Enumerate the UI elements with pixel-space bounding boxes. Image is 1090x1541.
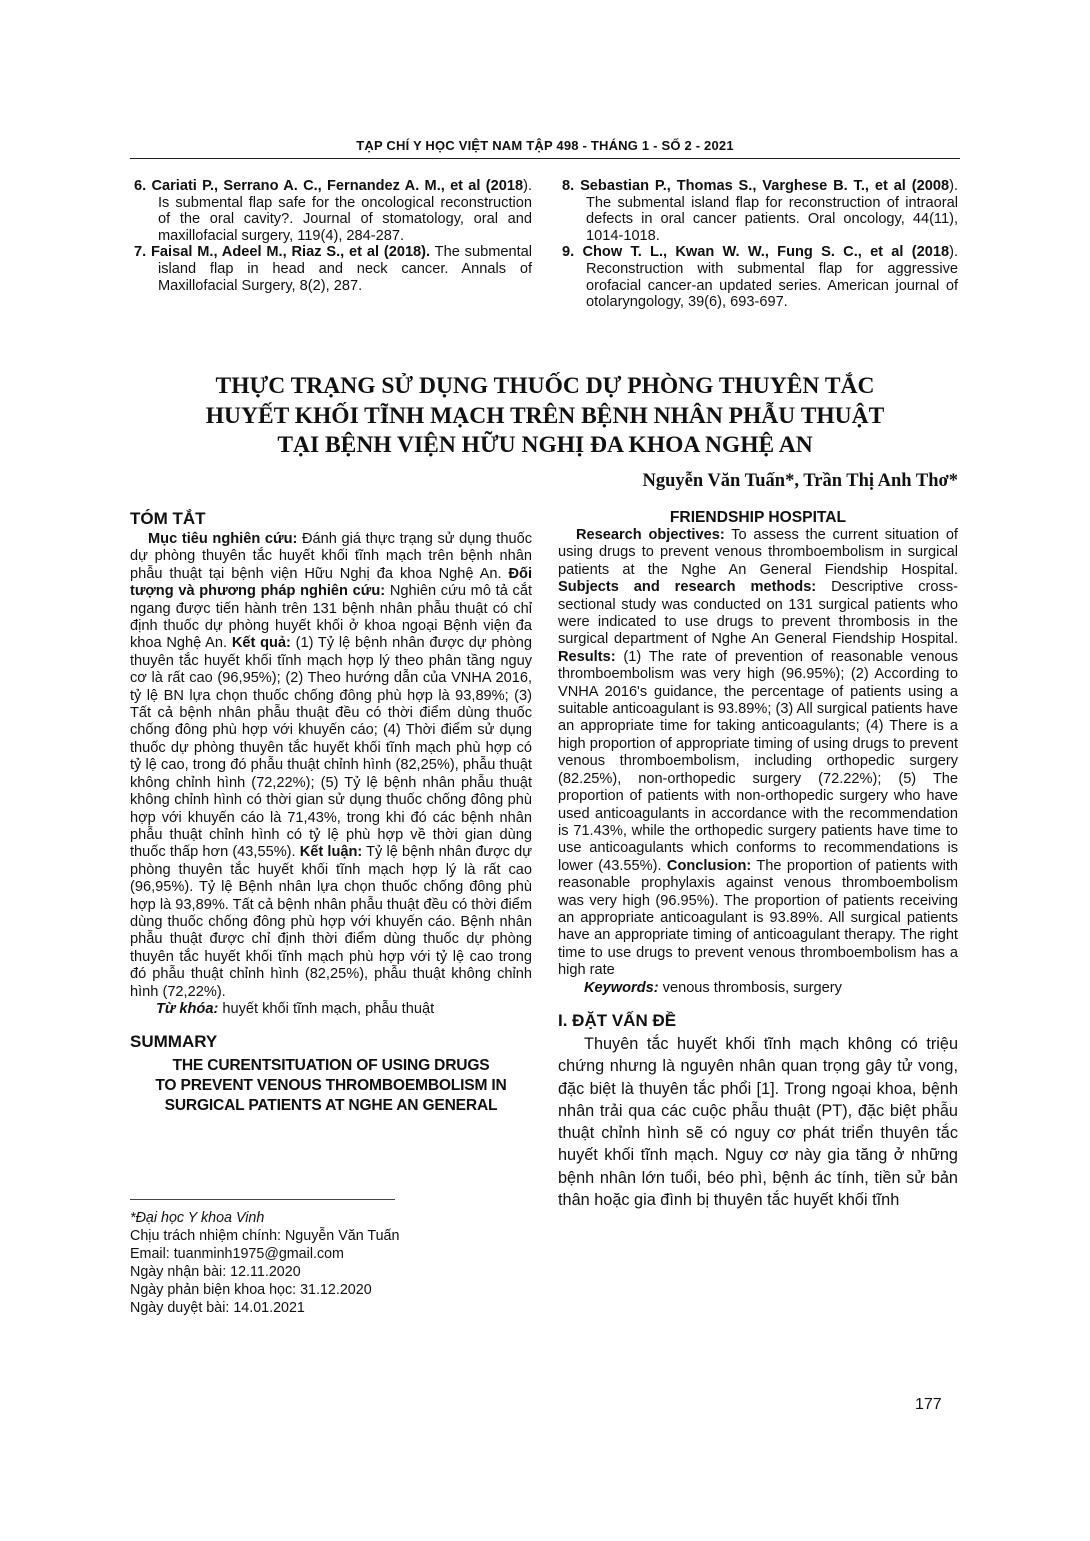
text-conclusion: The proportion of patients with reasonable prophylaxis against venous thromboembolism was very high (96.95%). The proportion of patients receiving an appropriate anticoagulant is 93.89%. All surgical patients have an appropriate timing of anticoagulant therapy. The right time to use drugs to prevent venous thromboembolism has a high rate xyxy=(558,857,958,979)
label-objective: Research objectives: xyxy=(576,527,725,543)
reference-item xyxy=(130,244,532,294)
ref-authors: Cariati P., Serrano A. C., Fernandez A. M., et al (2018 xyxy=(151,178,524,194)
text-conclusion: Tỷ lệ bệnh nhân được dự phòng thuyên tắc huyết khối tĩnh mạch hợp lý là rất cao (96,95%). Tỷ lệ Bệnh nhân lựa chọn thuốc chống đông phù hợp là 93,89%. Tất cả bệnh nhân phẫu thuật đều có thời điểm dùng thuốc chống đông phù hợp với khuyến cáo. Bệnh nhân phẫu thuật được chỉ định thời điểm dùng thuốc dự phòng thuyên tắc huyết khối tĩnh mạch phù hợp với tỷ lệ cao trong đó phẫu thuật chỉnh hình (82,25%), phẫu thuật không chỉnh hình (72,22%). xyxy=(130,844,532,1000)
date-accepted: Ngày duyệt bài: 14.01.2021 xyxy=(130,1299,305,1316)
summary-title-line: SURGICAL PATIENTS AT NGHE AN GENERAL xyxy=(164,1097,498,1115)
summary-title-line: TO PREVENT VENOUS THROMBOEMBOLISM IN xyxy=(155,1077,507,1095)
reference-item xyxy=(558,244,958,310)
text-objective: To assess the current situation of using drugs to prevent venous thromboembolism in surgical patients at the Nghe An General Fiendship Hospital. xyxy=(558,527,958,578)
label-keywords: Từ khóa: xyxy=(156,1000,219,1017)
header-rule xyxy=(130,158,960,159)
text-method: Nghiên cứu mô tả cắt ngang được tiến hành trên 131 bệnh nhân phẫu thuật có chỉ định thuốc dự phòng huyết khối ở khoa ngoại Bệnh viện đa khoa Nghệ An. xyxy=(130,583,532,652)
label-conclusion: Conclusion: xyxy=(666,857,752,874)
text-objective: Đánh giá thực trạng sử dụng thuốc dự phòng thuyên tắc huyết khối tĩnh mạch trên bệnh nhân phẫu thuật tại bệnh viện Hữu Nghị đa khoa Nghệ An. xyxy=(130,531,532,582)
corresponding-author: Chịu trách nhiệm chính: Nguyễn Văn Tuấn xyxy=(130,1227,400,1244)
reference-item xyxy=(130,178,532,244)
intro-heading: I. ĐẶT VẤN ĐỀ xyxy=(558,1010,677,1030)
running-header: TẠP CHÍ Y HỌC VIỆT NAM TẬP 498 - THÁNG 1 - SỐ 2 - 2021 xyxy=(356,138,734,153)
abstract-en xyxy=(558,509,958,1211)
intro-body: Thuyên tắc huyết khối tĩnh mạch không có triệu chứng nhưng là nguyên nhân quan trọng gây tử vong, đặc biệt là thuyên tắc phổi [1]. Trong ngoại khoa, bệnh nhân trải qua các cuộc phẫu thuật (PT), đặc biệt phẫu thuật chỉnh hình sẽ có nguy cơ phát triển thuyên tắc huyết khối tĩnh mạch. Nguy cơ này gia tăng ở những bệnh nhân lớn tuổi, béo phì, bệnh ác tính, tiền sử bản thân hoặc gia đình bị thuyên tắc huyết khối tĩnh xyxy=(558,1034,958,1210)
text-result: (1) The rate of prevention of reasonable venous thromboembolism was very high (96.95%); (2) According to VNHA 2016's guidance, the percentage of patients using a suitable anticoagulant is 93.89%; (3) All surgical patients have an appropriate time for taking anticoagulants; (4) There is a high proportion of appropriate timing of using drugs to prevent venous thromboembolism, including orthopedic surgery (82.25%), non-orthopedic surgery (72.22%); (5) The proportion of patients with non-orthopedic surgery who have used anticoagulants in accordance with the recommendation is 71.43%, while the orthopedic surgery patients have time to use anticoagulants which conforms to recommendations is lower (43.55%). xyxy=(558,648,958,874)
footnote-rule xyxy=(130,1199,395,1200)
label-result: Results: xyxy=(558,648,616,665)
ref-num: 7. xyxy=(134,244,147,261)
footnote xyxy=(130,1210,399,1317)
title-line: THỰC TRẠNG SỬ DỤNG THUỐC DỰ PHÒNG THUYÊN TẮC xyxy=(215,373,875,399)
ref-authors: Chow T. L., Kwan W. W., Fung S. C., et al (2018 xyxy=(582,244,950,261)
label-result: Kết quả: xyxy=(231,635,291,652)
references-left xyxy=(130,178,532,294)
tomtat-body xyxy=(130,531,532,1001)
keywords-en xyxy=(558,980,958,997)
ref-num: 6. xyxy=(134,178,147,194)
label-objective: Mục tiêu nghiên cứu: xyxy=(148,531,298,547)
ref-rest: ). Reconstruction with submental flap for aggressive orofacial cancer-an updated series. American journal of otolaryngology, 39(6), 693-697. xyxy=(586,244,958,311)
text-result: (1) Tỷ lệ bệnh nhân được dự phòng thuyên tắc huyết khối tĩnh mạch hợp lý theo phân tầng nguy cơ là rất cao (96,95%); (2) Theo hướng dẫn của VNHA 2016, tỷ lệ BN lựa chọn thuốc chống đông phù hợp là 93,89%; (3) Tất cả bệnh nhân phẫu thuật đều có thời điểm dùng thuốc chống đông phù hợp với khuyến cáo; (4) Thời điểm sử dụng thuốc dự phòng thuyên tắc huyết khối tĩnh mạch phù hợp có tỷ lệ cao, trong đó phẫu thuật chỉnh hình (82,25%), phẫu thuật không chỉnh hình (72,22%); (5) Tỷ lệ bệnh nhân phẫu thuật không chỉnh hình có thời gian sử dụng thuốc chống đông phù hợp với khuyến cáo là 71,43%, trong khi đó các bệnh nhân phẫu thuật chỉnh hình có tỷ lệ phù hợp về thời gian dùng thuốc thấp hơn (43,55%). xyxy=(130,635,533,861)
label-conclusion: Kết luận: xyxy=(299,844,363,861)
tomtat-heading: TÓM TẮT xyxy=(130,509,206,528)
ref-rest: ). The submental island flap for reconstruction of intraoral defects in oral cancer patients. Oral oncology, 44(11), 1014-1018. xyxy=(586,178,958,244)
summary-body xyxy=(558,527,958,980)
text-keywords: venous thrombosis, surgery xyxy=(658,979,842,996)
date-received: Ngày nhận bài: 12.11.2020 xyxy=(130,1263,301,1280)
ref-num: 9. xyxy=(562,244,575,261)
email: Email: tuanminh1975@gmail.com xyxy=(130,1245,344,1262)
keywords-vi xyxy=(130,1001,532,1018)
label-method: Đối tượng và phương pháp nghiên cứu: xyxy=(130,565,532,600)
text-keywords: huyết khối tĩnh mạch, phẫu thuật xyxy=(218,1000,435,1017)
label-method: Subjects and research methods: xyxy=(558,579,817,596)
ref-rest: ). Is submental flap safe for the oncological reconstruction of the oral cavity?. Journal of stomatology, oral and maxillofacial surgery, 119(4), 284-287. xyxy=(158,178,532,244)
ref-authors: Sebastian P., Thomas S., Varghese B. T., et al (2008 xyxy=(580,178,950,194)
title-line: HUYẾT KHỐI TĨNH MẠCH TRÊN BỆNH NHÂN PHẪU THUẬT xyxy=(205,402,885,429)
text-method: Descriptive cross-sectional study was conducted on 131 surgical patients who were indicated to use drugs to prevent thrombosis in the surgical department of Nghe An General Fiendship Hospital. xyxy=(558,579,958,648)
references-right xyxy=(558,178,958,311)
title-line: TẠI BỆNH VIỆN HỮU NGHỊ ĐA KHOA NGHỆ AN xyxy=(277,432,813,458)
page-number: 177 xyxy=(915,1396,942,1413)
author-line: Nguyễn Văn Tuấn*, Trần Thị Anh Thơ* xyxy=(642,471,958,491)
ref-num: 8. xyxy=(562,178,575,194)
summary-title-line: THE CURENTSITUATION OF USING DRUGS xyxy=(172,1057,490,1075)
summary-heading: SUMMARY xyxy=(130,1032,218,1052)
summary-title-line: FRIENDSHIP HOSPITAL xyxy=(669,509,847,526)
ref-rest: The submental island flap in head and neck cancer. Annals of Maxillofacial Surgery, 8(2), 287. xyxy=(158,244,532,294)
abstract-vi xyxy=(130,509,532,1116)
date-reviewed: Ngày phản biện khoa học: 31.12.2020 xyxy=(130,1281,372,1298)
affiliation: *Đại học Y khoa Vinh xyxy=(130,1210,265,1226)
reference-item xyxy=(558,178,958,244)
label-keywords: Keywords: xyxy=(584,979,659,996)
ref-authors: Faisal M., Adeel M., Riaz S., et al (2018). xyxy=(151,244,431,261)
article-title xyxy=(130,372,960,461)
